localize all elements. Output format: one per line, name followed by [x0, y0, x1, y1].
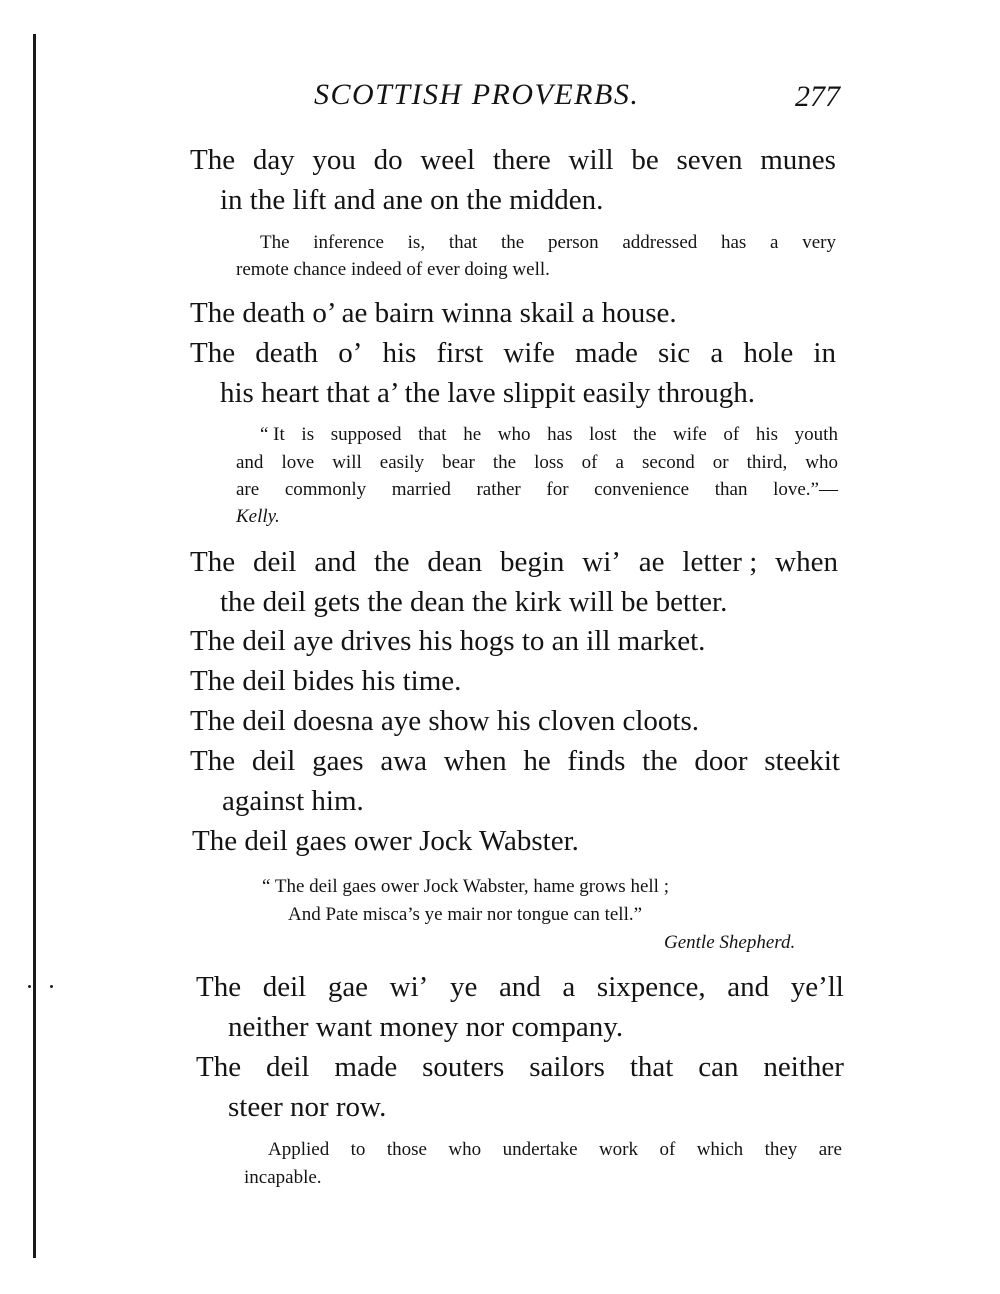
proverb-line: The deil doesna aye show his cloven cloots.: [190, 705, 699, 737]
word: bear: [442, 452, 475, 473]
word: a: [562, 971, 576, 1003]
proverb-line: The deil aye drives his hogs to an ill market.: [190, 625, 706, 657]
page-number: 277: [795, 80, 840, 113]
word: death: [255, 337, 319, 369]
word: they: [764, 1139, 798, 1160]
word: undertake: [502, 1139, 578, 1160]
proverb-line: The death o’ ae bairn winna skail a house.: [190, 297, 677, 329]
note-line: [268, 1136, 842, 1164]
word: in: [813, 337, 836, 369]
word: inference: [313, 232, 384, 253]
word: his: [382, 337, 417, 369]
word: ye’ll: [790, 971, 844, 1003]
word: souters: [422, 1051, 505, 1083]
word: who: [497, 424, 531, 445]
word: of: [659, 1139, 676, 1160]
word: the: [633, 424, 657, 445]
word: lost: [589, 424, 617, 445]
word: commonly: [284, 479, 367, 500]
word: of: [723, 424, 740, 445]
word: is,: [407, 232, 426, 253]
word: letter ;: [682, 546, 758, 578]
word: love: [281, 452, 315, 473]
word: love.”—: [773, 479, 838, 500]
word: the: [642, 745, 678, 777]
word: third,: [746, 452, 788, 473]
proverb-line: steer nor row.: [228, 1091, 387, 1123]
word: married: [391, 479, 451, 500]
word: a: [710, 337, 724, 369]
note-line: remote chance indeed of ever doing well.: [236, 259, 550, 280]
word: hole: [743, 337, 794, 369]
word: ye: [449, 971, 478, 1003]
scan-speck: [28, 985, 31, 988]
word: person: [547, 232, 599, 253]
word: there: [492, 144, 551, 176]
running-head: [190, 78, 840, 118]
word: to: [350, 1139, 366, 1160]
word: the: [492, 452, 517, 473]
word: which: [696, 1139, 744, 1160]
note-line: [260, 229, 836, 257]
verse-line: “ The deil gaes ower Jock Wabster, hame grows hell ;: [262, 876, 669, 897]
proverb-line: his heart that a’ the lave slippit easily through.: [220, 377, 756, 409]
proverb-line: [196, 1047, 844, 1087]
word: Applied: [268, 1139, 330, 1160]
word: the: [374, 546, 410, 578]
scan-speck: [50, 985, 53, 988]
word: a: [615, 452, 624, 473]
proverb-line: The deil gaes ower Jock Wabster.: [192, 825, 579, 857]
word: has: [547, 424, 573, 445]
word: he: [523, 745, 551, 777]
word: and: [314, 546, 357, 578]
word: wi’: [582, 546, 621, 578]
word: wife: [673, 424, 707, 445]
page-edge-rule: [33, 34, 36, 1258]
proverb-line: [190, 333, 836, 373]
word: seven: [676, 144, 743, 176]
word: second: [641, 452, 695, 473]
word: that: [629, 1051, 674, 1083]
word: sixpence,: [596, 971, 706, 1003]
word: of: [581, 452, 598, 473]
verse-attribution: Gentle Shepherd.: [664, 932, 796, 953]
word: will: [332, 452, 362, 473]
word: you: [312, 144, 356, 176]
verse-line: And Pate misca’s ye mair nor tongue can tell.”: [288, 904, 643, 925]
word: will: [568, 144, 614, 176]
word: who: [805, 452, 838, 473]
word: and: [498, 971, 541, 1003]
word: gae: [327, 971, 369, 1003]
note-line: [236, 449, 838, 477]
word: deil: [262, 971, 307, 1003]
word: convenience: [594, 479, 690, 500]
note-line: [260, 421, 838, 449]
word: work: [598, 1139, 638, 1160]
word: first: [436, 337, 484, 369]
proverb-line: against him.: [222, 785, 364, 817]
word: supposed: [330, 424, 402, 445]
running-title: SCOTTISH PROVERBS.: [314, 78, 640, 111]
word: The: [260, 232, 290, 253]
proverb-line: the deil gets the dean the kirk will be better.: [220, 586, 728, 618]
word: dean: [427, 546, 483, 578]
proverb-line: [190, 542, 838, 582]
word: sic: [657, 337, 691, 369]
word: The: [190, 546, 236, 578]
word: can: [698, 1051, 739, 1083]
word: youth: [794, 424, 838, 445]
word: begin: [499, 546, 565, 578]
word: The: [190, 337, 236, 369]
word: The: [196, 971, 242, 1003]
word: the: [501, 232, 525, 253]
word: steekit: [764, 745, 840, 777]
proverb-line: in the lift and ane on the midden.: [220, 184, 604, 216]
word: munes: [760, 144, 836, 176]
word: who: [448, 1139, 482, 1160]
word: than: [714, 479, 748, 500]
word: o’: [338, 337, 363, 369]
proverb-line: neither want money nor company.: [228, 1011, 624, 1043]
proverb-line: [196, 967, 844, 1007]
word: or: [712, 452, 729, 473]
word: wife: [503, 337, 555, 369]
word: he: [463, 424, 482, 445]
word: that: [418, 424, 447, 445]
note-line: incapable.: [244, 1167, 322, 1188]
word: for: [546, 479, 569, 500]
word: deil: [252, 546, 297, 578]
word: addressed: [622, 232, 698, 253]
word: has: [720, 232, 747, 253]
note-line: [236, 476, 838, 504]
word: finds: [567, 745, 626, 777]
word: easily: [379, 452, 425, 473]
word: weel: [420, 144, 476, 176]
word: made: [575, 337, 638, 369]
word: when: [775, 546, 838, 578]
proverb-line: [190, 140, 836, 180]
word: are: [818, 1139, 842, 1160]
word: is: [301, 424, 315, 445]
word: those: [386, 1139, 427, 1160]
word: door: [694, 745, 748, 777]
word: ae: [638, 546, 665, 578]
word: “ It: [260, 424, 285, 445]
word: deil: [251, 745, 296, 777]
note-attribution: Kelly.: [236, 506, 280, 527]
word: his: [755, 424, 779, 445]
word: are: [236, 479, 260, 500]
word: sailors: [529, 1051, 605, 1083]
word: day: [252, 144, 295, 176]
word: gaes: [312, 745, 364, 777]
word: and: [236, 452, 264, 473]
word: wi’: [389, 971, 429, 1003]
proverb-line: [190, 741, 840, 781]
word: rather: [476, 479, 521, 500]
word: neither: [763, 1051, 844, 1083]
word: very: [802, 232, 836, 253]
word: made: [334, 1051, 398, 1083]
word: The: [190, 144, 236, 176]
word: a: [770, 232, 779, 253]
word: be: [631, 144, 659, 176]
word: The: [196, 1051, 242, 1083]
proverb-line: The deil bides his time.: [190, 665, 462, 697]
word: awa: [380, 745, 428, 777]
word: when: [443, 745, 507, 777]
word: do: [373, 144, 403, 176]
word: and: [727, 971, 770, 1003]
word: loss: [534, 452, 564, 473]
word: deil: [266, 1051, 310, 1083]
word: that: [448, 232, 478, 253]
word: The: [190, 745, 236, 777]
